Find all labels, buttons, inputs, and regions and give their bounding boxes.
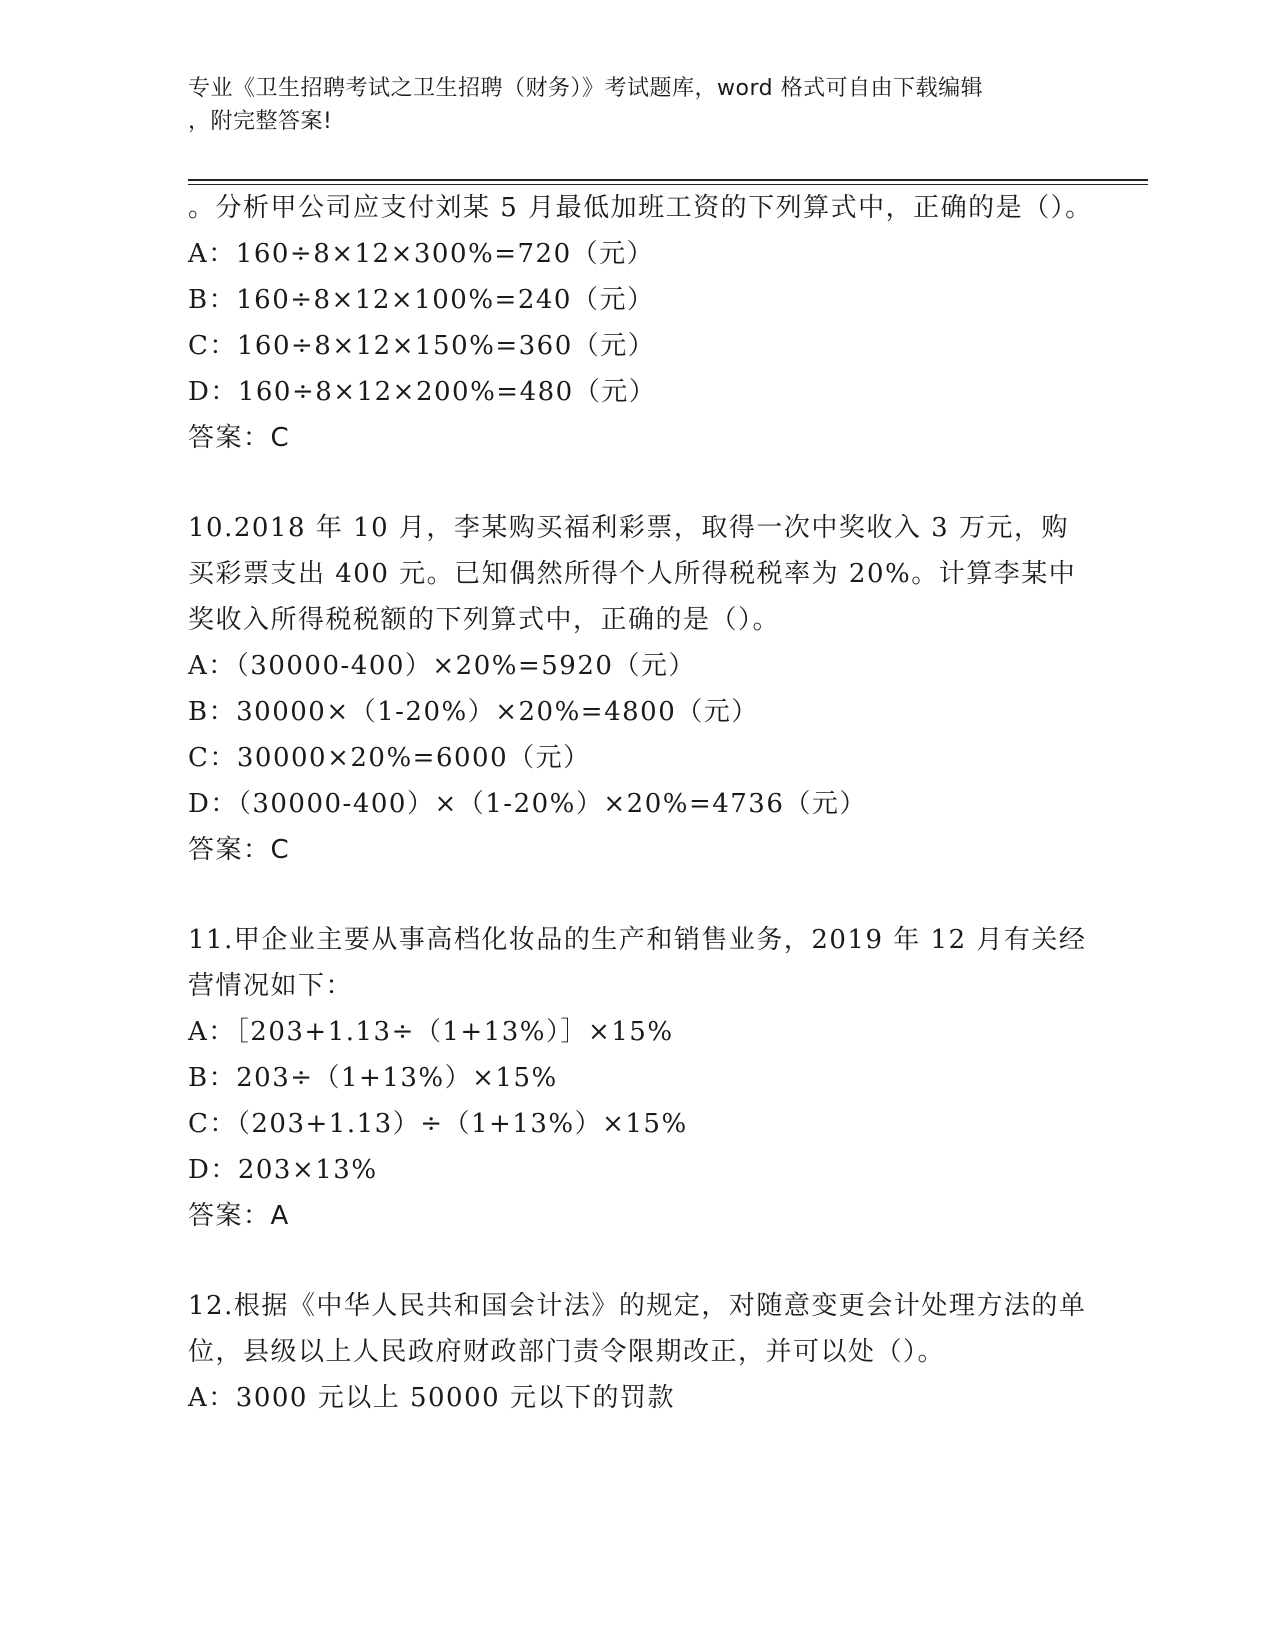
question-text: 12.根据《中华人民共和国会计法》的规定，对随意变更会计处理方法的单位，县级以上人民政府财政部门责令限期改正，并可以处（）。 (188, 1291, 1087, 1367)
option-a: A：160÷8×12×300%=720（元） (188, 239, 655, 269)
spacer (188, 1239, 1093, 1283)
question-text: 。分析甲公司应支付刘某 5 月最低加班工资的下列算式中，正确的是（）。 (188, 193, 1093, 223)
question-text: 11.甲企业主要从事高档化妆品的生产和销售业务，2019 年 12 月有关经营情况如下： (188, 925, 1087, 1001)
option-c: C：30000×20%=6000（元） (188, 743, 591, 773)
option-b: B：30000×（1-20%）×20%=4800（元） (188, 697, 759, 727)
header-line-1: 专业《卫生招聘考试之卫生招聘（财务）》考试题库，word 格式可自由下载编辑 (188, 76, 984, 101)
option-d: D：160÷8×12×200%=480（元） (188, 377, 657, 407)
answer: 答案：C (188, 423, 291, 453)
question-text: 10.2018 年 10 月，李某购买福利彩票，取得一次中奖收入 3 万元，购买彩票支出 400 元。已知偶然所得个人所得税税率为 20%。计算李某中奖收入所得税税额的下列算式中，正确的是（）。 (188, 513, 1077, 635)
question-9 (188, 185, 1093, 461)
question-list (188, 185, 1093, 1421)
option-a: A：（30000-400）×20%=5920（元） (188, 651, 696, 681)
header-divider-thick (188, 179, 1148, 181)
question-11 (188, 917, 1093, 1239)
spacer (188, 461, 1093, 505)
option-d: D：（30000-400）×（1-20%）×20%=4736（元） (188, 789, 867, 819)
answer: 答案：A (188, 1201, 290, 1231)
option-c: C：160÷8×12×150%=360（元） (188, 331, 656, 361)
header-line-2: ，附完整答案! (188, 109, 333, 134)
option-b: B：160÷8×12×100%=240（元） (188, 285, 655, 315)
question-12 (188, 1283, 1093, 1421)
spacer (188, 873, 1093, 917)
document-header (188, 72, 1088, 138)
answer: 答案：C (188, 835, 291, 865)
option-d: D：203×13% (188, 1155, 378, 1185)
option-c: C：（203+1.13）÷（1+13%）×15% (188, 1109, 688, 1139)
option-a: A：［203+1.13÷（1+13%）］×15% (188, 1017, 674, 1047)
option-a: A：3000 元以上 50000 元以下的罚款 (188, 1383, 675, 1413)
question-10 (188, 505, 1093, 873)
option-b: B：203÷（1+13%）×15% (188, 1063, 558, 1093)
